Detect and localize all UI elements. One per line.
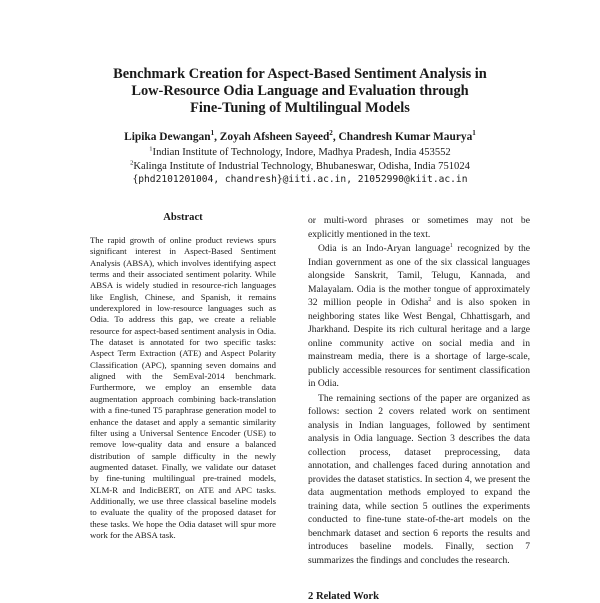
author-emails: {phd2101201004, chandresh}@iiti.ac.in, 21052990@kiit.ac.in bbox=[132, 174, 468, 185]
body-paragraph bbox=[308, 242, 530, 391]
affiliation-text: Kalinga Institute of Industrial Technology, Bhubaneswar, Odisha, India 751024 bbox=[133, 160, 470, 172]
author-name: Chandresh Kumar Maurya bbox=[338, 131, 473, 143]
author-name: Lipika Dewangan bbox=[124, 131, 211, 143]
body-paragraph: The remaining sections of the paper are organized as follows: section 2 covers related work on sentiment analysis in Indian languages, followed by sentiment analysis in Odia language. Section 3 describes the data collection process, dataset preprocessing, data annotation, and challenges faced during annotation and provides the dataset statistics. In section 4, we present the data augmentation methods employed to expand the training data, while section 5 outlines the experiments conducted to fine-tune state-of-the-art models on the benchmark dataset and section 6 reports the results and introduces baseline models. Finally, section 7 summarizes the findings and concludes the research. bbox=[308, 392, 530, 566]
author-name: Zoyah Afsheen Sayeed bbox=[219, 131, 330, 143]
affil-mark: 1 bbox=[149, 145, 153, 153]
author-affil-mark: 1 bbox=[472, 129, 476, 138]
affiliation-line bbox=[60, 160, 540, 174]
footnote-mark: 1 bbox=[449, 242, 453, 249]
body-column-right bbox=[308, 214, 530, 567]
affiliation-text: Indian Institute of Technology, Indore, Madhya Pradesh, India 453552 bbox=[152, 147, 451, 158]
title-line: Low-Resource Odia Language and Evaluation through bbox=[131, 83, 469, 99]
affiliations bbox=[60, 146, 540, 187]
abstract-text: The rapid growth of online product reviews spurs significant interest in Aspect-Based Sentiment Analysis (ABSA), which involves identifying aspect terms and their associated sentiment polarity. While ABSA is widely studied in resource-rich languages like English, Chinese, and Spanish, it remains underexplored in low-resource languages such as Odia. To address this gap, we create a reliable resource for aspect-based sentiment analysis in Odia. The dataset is annotated for two specific tasks: Aspect Term Extraction (ATE) and Aspect Polarity Classification (APC), spanning seven domains and aligned with the SemEval-2014 benchmark. Furthermore, we employ an ensemble data augmentation approach combining back-translation with a fine-tuned T5 paraphrase generation model to enhance the dataset and apply a semantic similarity filter using a Universal Sentence Encoder (USE) to remove low-quality data and ensure a balanced distribution of sample difficulty in the newly augmented dataset. Finally, we validate our dataset by fine-tuning multilingual pre-trained models, XLM-R and IndicBERT, on ATE and APC tasks. Additionally, we use three classical baseline models to evaluate the quality of the proposed dataset for these tasks. We hope the Odia dataset will spur more work for the ABSA task. bbox=[90, 235, 276, 540]
author-affil-mark: 1 bbox=[210, 129, 215, 138]
affil-mark: 2 bbox=[130, 158, 134, 166]
author-affil-mark: 2 bbox=[329, 129, 333, 138]
body-text: recognized by the Indian government as one of the six classical languages alongside Sanskrit, Tamil, Telugu, Kannada, and Malayalam. Odia is the mother tongue of approximately 32 million people in Odisha bbox=[308, 243, 530, 308]
title-line: Benchmark Creation for Aspect-Based Sentiment Analysis in bbox=[113, 66, 487, 82]
body-text: Odia is an Indo-Aryan language bbox=[318, 243, 450, 254]
abstract-heading: Abstract bbox=[163, 212, 203, 223]
section-heading: 2 Related Work bbox=[308, 591, 380, 602]
affiliation-line bbox=[60, 146, 540, 160]
title-line: Fine-Tuning of Multilingual Models bbox=[190, 100, 410, 116]
body-text: and is also spoken in neighboring states like West Bengal, Chhattisgarh, and Jharkhand. Despite its rich cultural heritage and a large online community active on social media and in mainstream media, there is a shortage of large-scale, publicly accessible resources for sentiment classification in Odia. bbox=[308, 297, 530, 389]
body-paragraph: or multi-word phrases or sometimes may not be explicitly mentioned in the text. bbox=[308, 215, 530, 240]
paper-title bbox=[60, 66, 540, 117]
author-list: Lipika Dewangan$^1$, Zoyah Afsheen Sayeed$^2$, Chandresh Kumar Maurya$^1$ bbox=[124, 129, 476, 143]
footnote-mark: 2 bbox=[428, 296, 432, 303]
